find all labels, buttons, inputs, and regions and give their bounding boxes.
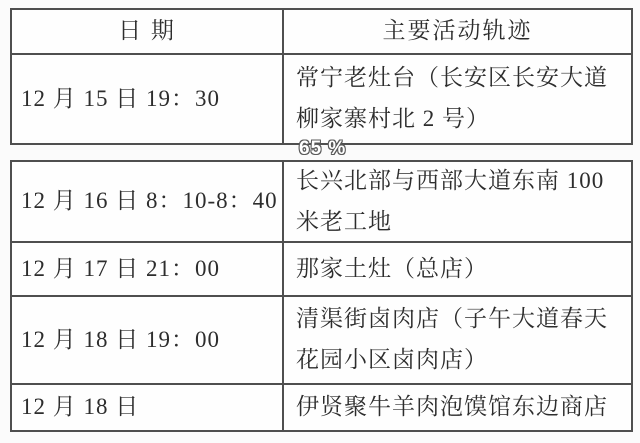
table-row [12,55,631,143]
activity-cell: 那家土灶（总店） [296,255,488,281]
table-row [12,297,631,385]
trajectory-table-upper [10,8,633,145]
date-cell: 12 月 17 日 21：00 [12,243,284,295]
date-cell: 12 月 18 日 [12,385,284,430]
table-row [12,162,631,243]
header-date: 日 期 [12,10,284,53]
table-row [12,243,631,297]
header-activity: 主要活动轨迹 [382,18,533,44]
activity-cell: 伊贤聚牛羊肉泡馍馆东边商店 [296,394,608,420]
activity-cell: 清渠街卤肉店（子午大道春天花园小区卤肉店） [296,306,608,372]
trajectory-table-lower [10,160,633,432]
date-cell: 12 月 18 日 19：00 [12,297,284,383]
activity-cell: 长兴北部与西部大道东南 100 米老工地 [296,167,605,234]
table-row [12,385,631,430]
date-cell: 12 月 16 日 8：10-8：40 [12,162,284,241]
activity-cell: 常宁老灶台（长安区长安大道柳家寨村北 2 号） [296,65,608,131]
watermark-65-percent: 65 % [299,138,347,159]
date-cell: 12 月 15 日 19：30 [12,55,284,143]
table-header-row [12,10,631,55]
